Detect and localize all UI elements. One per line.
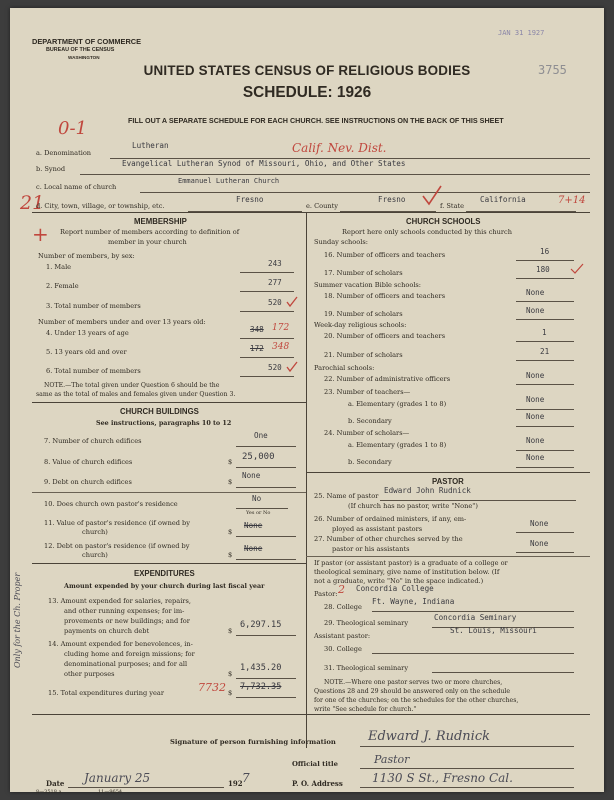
county-value: Fresno <box>378 195 406 204</box>
q5-correction: 348 <box>272 342 290 352</box>
county-label: e. County <box>306 202 338 210</box>
form-title: UNITED STATES CENSUS OF RELIGIOUS BODIES <box>143 63 471 78</box>
q26-value: None <box>530 519 549 528</box>
parochial-schools-label: Parochial schools: <box>314 364 375 372</box>
official-title-label: Official title <box>292 760 338 768</box>
schools-sub: Report here only schools conducted by this church <box>342 228 512 236</box>
q15-label: 15. Total expenditures during year <box>48 689 164 697</box>
q17-label: 17. Number of scholars <box>324 269 403 277</box>
pastor-note-2: Questions 28 and 29 should be answered only on the schedule <box>314 688 511 695</box>
q24a-label: a. Elementary (grades 1 to 8) <box>348 441 447 449</box>
pastor-note-4: write "See schedule for church." <box>314 706 417 713</box>
q23b-label: b. Secondary <box>348 417 392 425</box>
q14-line-4: other purposes <box>64 670 115 678</box>
q15-correction: 7732 <box>198 681 226 694</box>
q18-value: None <box>526 288 545 297</box>
membership-heading: MEMBERSHIP <box>134 217 187 226</box>
q10-value: No <box>252 494 262 503</box>
q17-check-icon <box>570 262 584 274</box>
q23b-value: None <box>526 412 545 421</box>
q22-value: None <box>526 371 545 380</box>
q21-value: 21 <box>540 347 550 356</box>
pastor-note-1: NOTE.—Where one pastor serves two or more churches, <box>324 679 503 686</box>
seminary-location-value: St. Louis, Missouri <box>450 626 537 635</box>
q26-line-2: ployed as assistant pastors <box>332 525 423 533</box>
q24b-value: None <box>526 453 545 462</box>
q31-label: 31. Theological seminary <box>324 664 409 672</box>
q13-line-2: and other running expenses; for im- <box>64 607 185 615</box>
q8-value: 25,000 <box>242 452 275 462</box>
margin-mark-cross: + <box>32 222 49 246</box>
membership-intro-1: Report number of members according to definition of <box>60 228 240 236</box>
q4-value: 348 <box>250 325 264 334</box>
q28-label: 28. College <box>324 603 362 611</box>
q24-label: 24. Number of scholars— <box>324 429 410 437</box>
local-name-value: Emmanuel Lutheran Church <box>178 177 280 185</box>
q6-value: 520 <box>268 363 282 372</box>
college-name-value: Concordia College <box>356 584 434 593</box>
local-name-label: c. Local name of church <box>36 183 117 191</box>
q23a-value: None <box>526 395 545 404</box>
q13-line-1: 13. Amount expended for salaries, repairs, <box>48 597 191 605</box>
city-value: Fresno <box>236 195 264 204</box>
yes-no-hint: Yes or No <box>246 510 271 516</box>
expenditure-margin-note: Only for the Ch. Proper <box>13 572 22 668</box>
q7-label: 7. Number of church edifices <box>44 437 142 445</box>
graduate-note-2: theological seminary, give name of institution below. (If <box>314 568 500 576</box>
q25-subtext: (If church has no pastor, write "None") <box>348 502 478 510</box>
expenditures-heading: EXPENDITURES <box>134 569 195 578</box>
synod-label: b. Synod <box>36 165 66 173</box>
q1-label: 1. Male <box>46 263 72 271</box>
membership-note-2: same as the total of males and females given under Question 3. <box>36 391 236 398</box>
pastor-heading: PASTOR <box>432 477 464 486</box>
schedule-title: SCHEDULE: 1926 <box>242 84 372 101</box>
instructions-line: FILL OUT A SEPARATE SCHEDULE FOR EACH CHURCH. SEE INSTRUCTIONS ON THE BACK OF THIS SHEET <box>128 116 504 125</box>
q20-value: 1 <box>542 328 547 337</box>
college-location-value: Ft. Wayne, Indiana <box>372 597 455 606</box>
q26-line-1: 26. Number of ordained ministers, if any, em- <box>314 515 467 523</box>
state-note: 7+14 <box>558 195 586 206</box>
department-label: DEPARTMENT OF COMMERCE <box>32 37 142 46</box>
form-number: 8—3518 a <box>36 789 62 795</box>
graduate-note-1: If pastor (or assistant pastor) is a graduate of a college or <box>314 559 508 567</box>
assistant-pastor-label: Assistant pastor: <box>314 632 371 640</box>
buildings-sub: See instructions, paragraphs 10 to 12 <box>96 419 232 427</box>
schools-heading: CHURCH SCHOOLS <box>406 217 481 226</box>
q23-label: 23. Number of teachers— <box>324 388 411 396</box>
q13-value: 6,297.15 <box>240 620 282 630</box>
q30-label: 30. College <box>324 645 362 653</box>
q12-label-2: church) <box>82 551 108 559</box>
pastor-note-3: for one of the churches; on the schedules for the other churches, <box>314 697 519 704</box>
sunday-schools-label: Sunday schools: <box>314 238 368 246</box>
q20-label: 20. Number of officers and teachers <box>324 332 446 340</box>
seminary-name-value: Concordia Seminary <box>434 613 517 622</box>
q9-value: None <box>242 471 261 480</box>
pastor-subheading: Pastor: <box>314 590 338 598</box>
q7-value: One <box>254 431 268 440</box>
q6-label: 6. Total number of members <box>46 367 141 375</box>
census-form: DEPARTMENT OF COMMERCE BUREAU OF THE CENSUS WASHINGTON JAN 31 1927 3755 UNITED STATES CENSUS OF RELIGIOUS BODIES SCHEDULE: 1926 FILL OUT A SEPARATE SCHEDULE FOR EACH CHURCH. SEE INSTRUCTIONS ON THE BACK OF THIS SHEET 0-1 21 + a. Denomination Lutheran Calif. Nev. Dist. b. Synod Evangelical Lutheran Synod of Missouri, Ohio, and Other States c. Local name of church Emmanuel Lutheran Church d. City, town, village, or township, etc. Fresno e. County Fresno f. State California 7+14 MEMBERSHIP Report number of members according to definition of member in your church Number of members, by sex: 1. Male 243 2. Female 277 3. Total number of members 520 Number of members under and over 13 years old: 4. Under 13 years of age 348 172 5. 13 years old and over 172 348 6. Total number of members 520 NOTE.—The total given under Question 6 should be the same as the total of males and females given under Question 3. CHURCH BUILDINGS See instructions, paragraphs 10 to 12 7. Number of church edifices One 8. Value of church edifices $ 25,000 9. Debt on church edifices $ None 10. Does church own pastor's residence No Yes or No 11. Value of pastor's residence (if owned by church) $ None 12. Debt on pastor's residence (if owned by church) $ None EXPENDITURES Amount expended by your church during last fiscal year 13. Amount expended for salaries, repairs, and other running expenses; for im- provements or new buildings; and for payments on church debt $ 6,297.15 14. Amount expended for benevolences, in- cluding home and foreign missions; for denominational purposes; and for all other purposes $ 1,435.20 15. Total expenditures during year 7732 $ 7,732.35 Only for the Ch. Proper CHURCH SCHOOLS Report here only schools conducted by this church Sunday schools: 16. Number of officers and teachers 16 17. Number of scholars 180 Summer vacation Bible schools: 18. Number of officers and teachers None 19. Number of scholars None Week-day religious schools: 20. Number of officers and teachers 1 21. Number of scholars 21 Parochial schools: 22. Number of administrative officers None 23. Number of teachers— a. Elementary (grades 1 to 8) None b. Secondary None 24. Number of scholars— a. Elementary (grades 1 to 8) None b. Secondary None PASTOR 25. Name of pastor Edward John Rudnick (If church has no pastor, write "None") 26. Number of ordained ministers, if any, em- ployed as assistant pastors None 27. Number of other churches served by the pastor or his assistants None If pastor (or assistant pastor) is a graduate of a college or theological seminary, give name of institution below. (If not a graduate, write "No" in the space indicated.) Pastor: 2 Concordia College 28. College Ft. Wayne, Indiana 29. Theological seminary Concordia Seminary Assistant pastor: St. Louis, Missouri 30. College 31. Theological seminary NOTE.—Where one pastor serves two or more churches, Questions 28 and 29 should be answered only on the schedule for one of the churches; on the schedules for the other churches, write "See schedule for church." Signature of person furnishing information Edward J. Rudnick Official title Pastor Date January 25 192 7 P. O. Address 1130 S St., Fresno Cal. 8—3518 a 11—9654 <box>10 8 604 792</box>
q1-value: 243 <box>268 259 282 268</box>
state-label: f. State <box>440 202 465 210</box>
membership-note-1: NOTE.—The total given under Question 6 should be the <box>44 382 220 389</box>
q16-label: 16. Number of officers and teachers <box>324 251 446 259</box>
q10-label: 10. Does church own pastor's residence <box>44 500 178 508</box>
section-rule <box>32 212 590 213</box>
buildings-heading: CHURCH BUILDINGS <box>120 407 199 416</box>
q4-label: 4. Under 13 years of age <box>46 329 129 337</box>
q29-label: 29. Theological seminary <box>324 619 409 627</box>
members-by-sex-label: Number of members, by sex: <box>38 252 135 260</box>
official-title-value: Pastor <box>374 753 410 766</box>
q22-label: 22. Number of administrative officers <box>324 375 451 383</box>
q5-label: 5. 13 years old and over <box>46 348 127 356</box>
pastor-name-value: Edward John Rudnick <box>384 486 471 495</box>
q27-line-1: 27. Number of other churches served by the <box>314 535 463 543</box>
city-label: WASHINGTON <box>68 55 100 60</box>
q24a-value: None <box>526 436 545 445</box>
q11-label-2: church) <box>82 528 108 536</box>
signature-label: Signature of person furnishing information <box>170 738 336 746</box>
denomination-value: Lutheran <box>132 141 169 150</box>
date-label: Date <box>46 779 65 788</box>
q14-line-1: 14. Amount expended for benevolences, in- <box>48 640 193 648</box>
date-value: January 25 <box>84 771 151 785</box>
membership-intro-2: member in your church <box>108 238 187 246</box>
q25-label: 25. Name of pastor <box>314 492 379 500</box>
q24b-label: b. Secondary <box>348 458 392 466</box>
q19-value: None <box>526 306 545 315</box>
city-field-label: d. City, town, village, or township, etc. <box>36 202 165 210</box>
q12-label-1: 12. Debt on pastor's residence (if owned by <box>44 542 190 550</box>
q18-label: 18. Number of officers and teachers <box>324 292 446 300</box>
q23a-label: a. Elementary (grades 1 to 8) <box>348 400 447 408</box>
address-value: 1130 S St., Fresno Cal. <box>372 771 513 785</box>
q27-value: None <box>530 539 549 548</box>
bureau-label: BUREAU OF THE CENSUS <box>46 47 115 53</box>
synod-value: Evangelical Lutheran Synod of Missouri, Ohio, and Other States <box>122 159 406 168</box>
margin-mark-number: 21 <box>20 192 45 214</box>
q14-value: 1,435.20 <box>240 663 282 673</box>
q3-check-icon <box>286 296 298 308</box>
age-label: Number of members under and over 13 years old: <box>38 318 206 326</box>
q19-label: 19. Number of scholars <box>324 310 403 318</box>
q14-line-3: denominational purposes; and for all <box>64 660 188 668</box>
q4-correction: 172 <box>272 323 290 333</box>
q13-line-4: payments on church debt <box>64 627 150 635</box>
graduate-note-3: not a graduate, write "No" in the space indicated.) <box>314 577 484 585</box>
q5-value: 172 <box>250 344 264 353</box>
q2-label: 2. Female <box>46 282 79 290</box>
q2-value: 277 <box>268 278 282 287</box>
year-prefix: 192 <box>228 779 243 788</box>
q6-check-icon <box>286 361 298 373</box>
q11-value: None <box>244 521 263 530</box>
pastor-mark: 2 <box>338 583 345 596</box>
column-divider <box>306 212 307 748</box>
state-value: California <box>480 195 526 204</box>
print-number: 11—9654 <box>98 789 123 795</box>
address-label: P. O. Address <box>292 779 343 788</box>
q15-value: 7,732.35 <box>240 682 282 692</box>
received-stamp: JAN 31 1927 <box>498 29 545 37</box>
file-number: 3755 <box>538 63 567 77</box>
q27-line-2: pastor or his assistants <box>332 545 410 553</box>
expenditures-sub: Amount expended by your church during last fiscal year <box>64 582 265 590</box>
q14-line-2: cluding home and foreign missions; for <box>64 650 195 658</box>
weekday-schools-label: Week-day religious schools: <box>314 321 407 329</box>
year-digit: 7 <box>242 771 250 785</box>
q17-value: 180 <box>536 265 550 274</box>
q16-value: 16 <box>540 247 550 256</box>
q13-line-3: provements or new buildings; and for <box>64 617 190 625</box>
q12-value: None <box>244 544 263 553</box>
signature-value: Edward J. Rudnick <box>368 729 490 744</box>
q3-value: 520 <box>268 298 282 307</box>
margin-mark-top: 0-1 <box>58 118 87 139</box>
q11-label-1: 11. Value of pastor's residence (if owned by <box>44 519 190 527</box>
q8-label: 8. Value of church edifices <box>44 458 133 466</box>
summer-schools-label: Summer vacation Bible schools: <box>314 281 422 289</box>
q9-label: 9. Debt on church edifices <box>44 478 132 486</box>
q3-label: 3. Total number of members <box>46 302 141 310</box>
denomination-label: a. Denomination <box>36 149 92 157</box>
q21-label: 21. Number of scholars <box>324 351 403 359</box>
denomination-note: Calif. Nev. Dist. <box>292 141 387 155</box>
